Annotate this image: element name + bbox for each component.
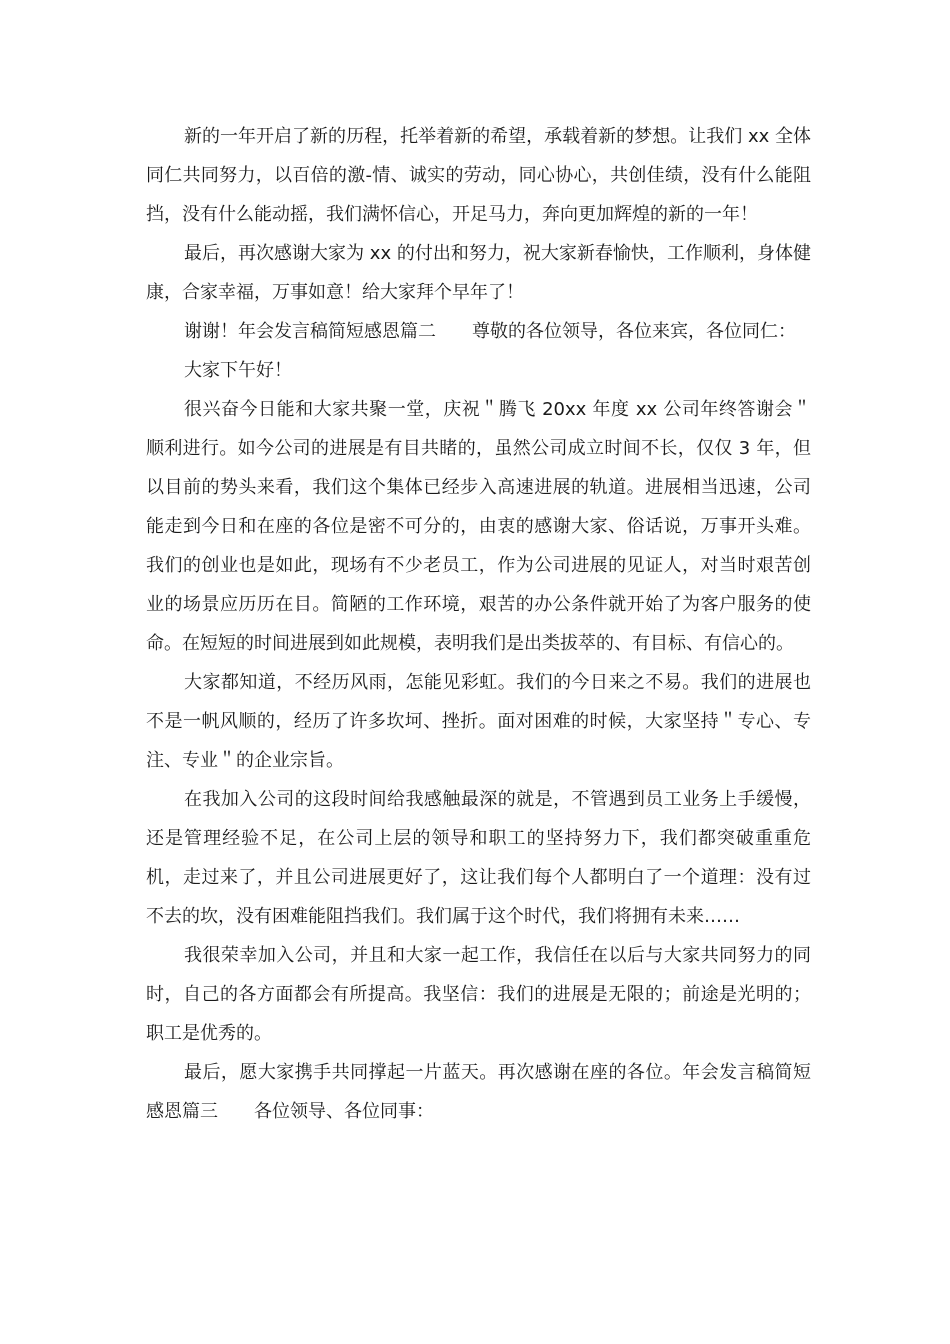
paragraph: 大家都知道，不经历风雨，怎能见彩虹。我们的今日来之不易。我们的进展也不是一帆风顺的，经历了许多坎坷、挫折。面对困难的时候，大家坚持＂专心、专注、专业＂的企业宗旨。 bbox=[146, 672, 811, 771]
paragraph: 新的一年开启了新的历程，托举着新的希望，承载着新的梦想。让我们 xx 全体同仁共同努力，以百倍的激-情、诚实的劳动，同心协心，共创佳绩，没有什么能阻挡，没有什么能动摇，我们满怀信心，开足马力，奔向更加辉煌的新的一年！ bbox=[146, 126, 811, 225]
paragraph: 很兴奋今日能和大家共聚一堂，庆祝＂腾飞 20xx 年度 xx 公司年终答谢会＂顺利进行。如今公司的进展是有目共睹的，虽然公司成立时间不长，仅仅 3 年，但以目前的势头来看，我们这个集体已经步入高速进展的轨道。进展相当迅速，公司能走到今日和在座的各位是密不可分的，由衷的感谢大家、俗话说，万事开头难。我们的创业也是如此，现场有不少老员工，作为公司进展的见证人，对当时艰苦创业的场景应历历在目。简陋的工作环境，艰苦的办公条件就开始了为客户服务的使命。在短短的时间进展到如此规模，表明我们是出类拔萃的、有目标、有信心的。 bbox=[146, 399, 811, 654]
paragraph: 最后，再次感谢大家为 xx 的付出和努力，祝大家新春愉快，工作顺利，身体健康，合家幸福，万事如意！给大家拜个早年了！ bbox=[146, 243, 811, 303]
paragraph: 大家下午好！ bbox=[184, 360, 292, 381]
paragraph: 谢谢！年会发言稿简短感恩篇二 尊敬的各位领导，各位来宾，各位同仁： bbox=[184, 321, 796, 342]
paragraph: 我很荣幸加入公司，并且和大家一起工作，我信任在以后与大家共同努力的同时，自己的各方面都会有所提高。我坚信：我们的进展是无限的；前途是光明的；职工是优秀的。 bbox=[146, 945, 811, 1044]
document-body bbox=[146, 117, 811, 1131]
paragraph: 最后，愿大家携手共同撑起一片蓝天。再次感谢在座的各位。年会发言稿简短感恩篇三 各位领导、各位同事： bbox=[146, 1062, 811, 1122]
paragraph: 在我加入公司的这段时间给我感触最深的就是，不管遇到员工业务上手缓慢，还是管理经验不足，在公司上层的领导和职工的坚持努力下，我们都突破重重危机，走过来了，并且公司进展更好了，这让我们每个人都明白了一个道理：没有过不去的坎，没有困难能阻挡我们。我们属于这个时代，我们将拥有未来…… bbox=[146, 789, 811, 927]
